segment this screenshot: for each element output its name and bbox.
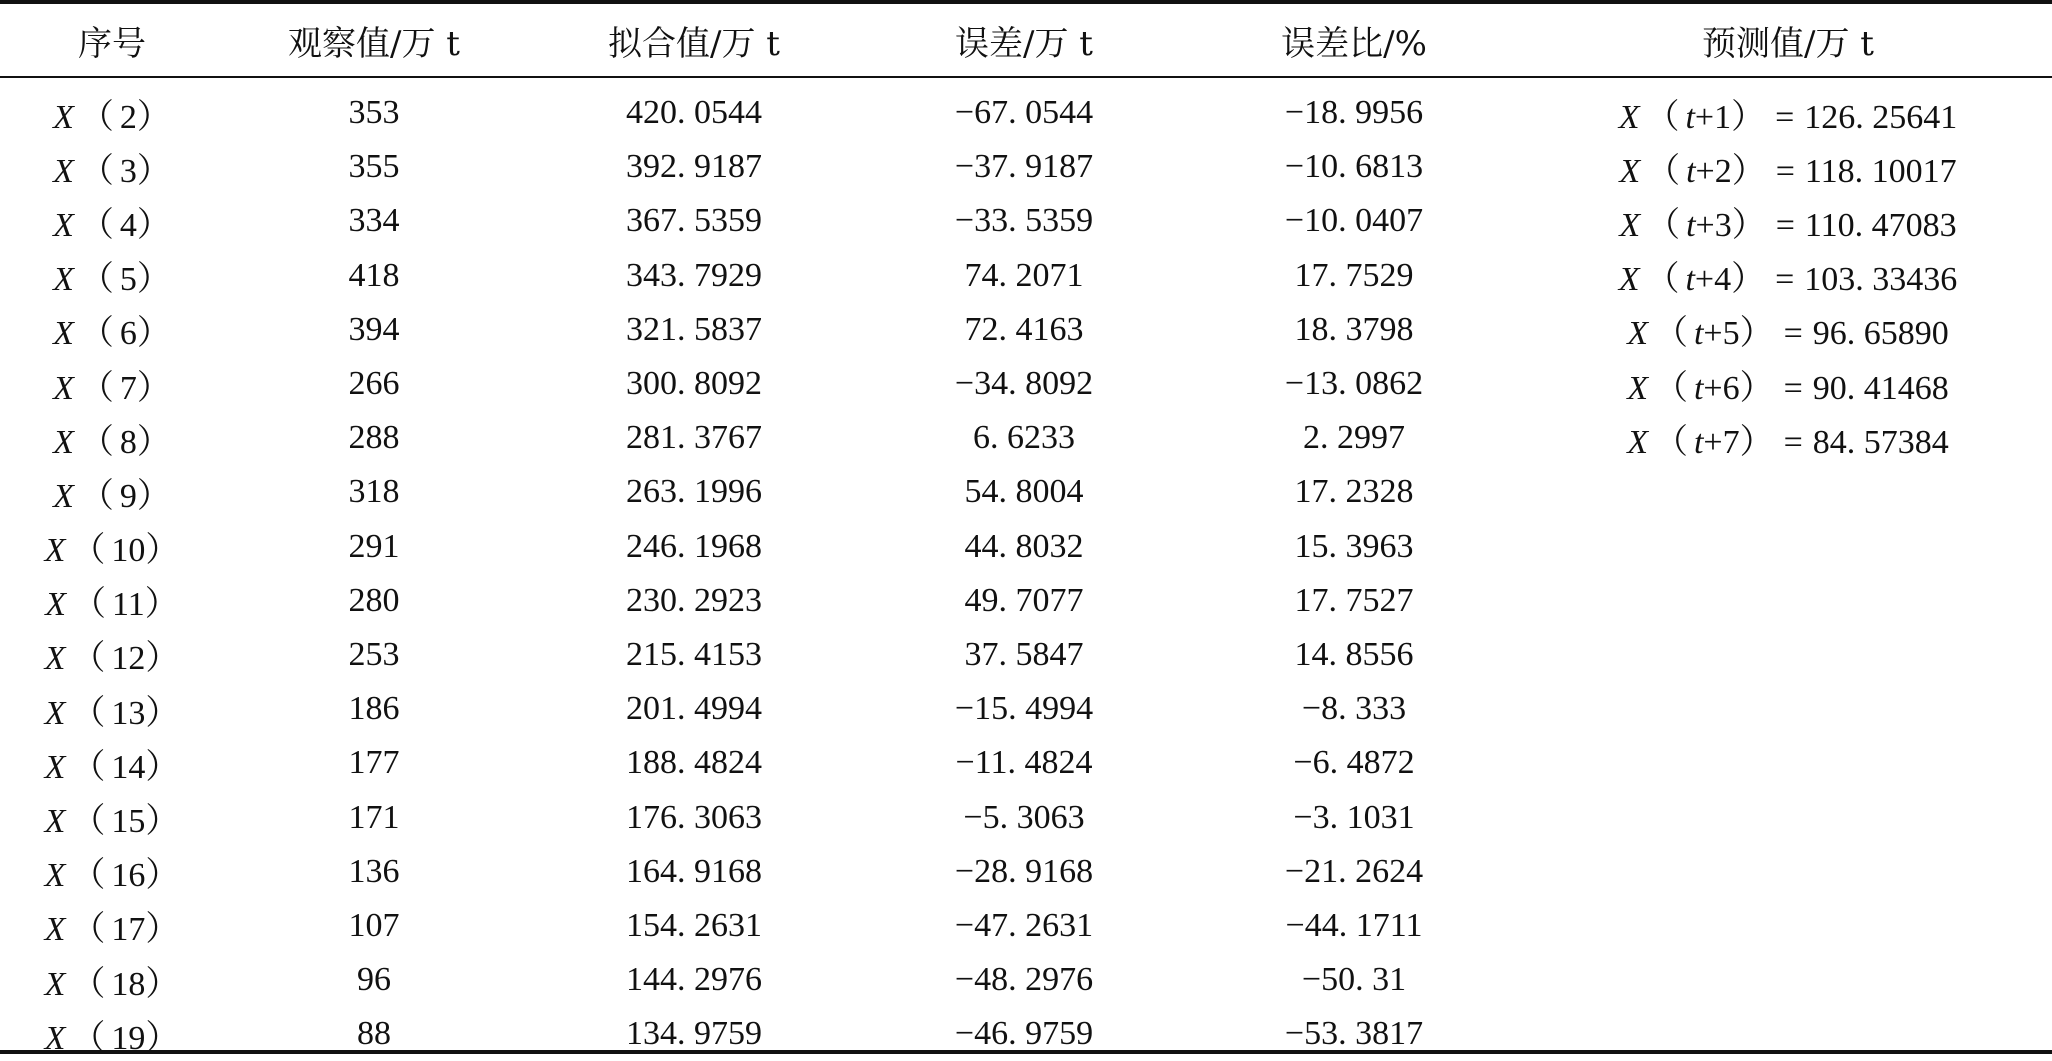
cell-index: [0, 411, 224, 465]
cell-prediction: [1524, 357, 2052, 411]
cell-fitted: 154. 2631: [626, 906, 762, 944]
cell-fitted: 367. 5359: [626, 202, 762, 240]
index-number: 15: [111, 803, 146, 841]
index-number: 13: [111, 694, 146, 732]
cell-fitted: 201. 4994: [626, 690, 762, 728]
index-open-paren: （: [79, 261, 114, 299]
cell-fitted: 134. 9759: [626, 1015, 762, 1053]
index-var: X: [45, 586, 67, 624]
cell-observed: 355: [348, 148, 400, 186]
pred-open-paren: （: [1653, 423, 1688, 461]
index-var: X: [53, 369, 74, 407]
index-close-paren: ）: [145, 748, 180, 786]
cell-error: 74. 2071: [964, 256, 1084, 294]
pred-close-paren: ）: [1739, 369, 1774, 407]
pred-equals: =: [1783, 369, 1803, 407]
cell-index: [0, 899, 224, 953]
pred-value: 118. 10017: [1804, 152, 1957, 190]
index-close-paren: ）: [136, 152, 171, 190]
index-number: 4: [119, 206, 137, 244]
index-open-paren: （: [71, 965, 106, 1003]
pred-time-var: t: [1686, 152, 1696, 190]
cell-observed: 288: [348, 419, 400, 457]
pred-close-paren: ）: [1739, 315, 1774, 353]
index-var: X: [53, 477, 74, 515]
pred-open-paren: （: [1653, 369, 1688, 407]
index-open-paren: （: [71, 1019, 106, 1057]
index-close-paren: ）: [145, 532, 180, 570]
cell-index: [0, 845, 224, 899]
cell-observed: 353: [348, 94, 400, 132]
cell-prediction: [1524, 194, 2052, 248]
cell-observed: 291: [348, 527, 400, 565]
pred-step: +7: [1703, 423, 1740, 461]
index-close-paren: ）: [145, 911, 180, 949]
index-var: X: [44, 532, 66, 570]
index-number: 9: [119, 477, 137, 515]
cell-prediction: [1524, 845, 2052, 899]
cell-error-ratio: −10. 0407: [1284, 202, 1424, 240]
index-open-paren: （: [71, 911, 106, 949]
pred-var: X: [1619, 206, 1641, 244]
cell-error-ratio: 17. 2328: [1294, 473, 1414, 511]
cell-error-ratio: −53. 3817: [1284, 1015, 1424, 1053]
pred-var: X: [1619, 152, 1641, 190]
cell-prediction: [1524, 411, 2052, 465]
index-var: X: [53, 206, 74, 244]
cell-index: [0, 736, 224, 790]
cell-fitted: 188. 4824: [626, 744, 762, 782]
pred-value: 90. 41468: [1812, 369, 1949, 407]
index-open-paren: （: [79, 369, 114, 407]
index-open-paren: （: [79, 206, 114, 244]
index-number: 12: [111, 640, 146, 678]
cell-error-ratio: 17. 7527: [1294, 581, 1414, 619]
pred-value: 84. 57384: [1812, 423, 1949, 461]
cell-observed: 88: [357, 1015, 391, 1053]
cell-fitted: 215. 4153: [626, 635, 762, 673]
cell-fitted: 300. 8092: [626, 365, 762, 403]
cell-observed: 418: [348, 256, 400, 294]
pred-close-paren: ）: [1731, 152, 1766, 190]
index-var: X: [53, 261, 74, 299]
index-open-paren: （: [79, 152, 114, 190]
cell-error-ratio: 15. 3963: [1294, 527, 1414, 565]
index-number: 11: [112, 586, 145, 624]
index-number: 10: [111, 532, 146, 570]
index-open-paren: （: [71, 857, 106, 895]
cell-index: [0, 628, 224, 682]
cell-error: −67. 0544: [954, 94, 1094, 132]
pred-var: X: [1627, 423, 1648, 461]
cell-error-ratio: 18. 3798: [1294, 310, 1414, 348]
pred-step: +1: [1694, 98, 1732, 136]
cell-error-ratio: −8. 333: [1301, 690, 1407, 728]
pred-time-var: t: [1685, 98, 1695, 136]
pred-step: +3: [1695, 206, 1732, 244]
pred-equals: =: [1775, 206, 1795, 244]
cell-error: −34. 8092: [954, 365, 1094, 403]
cell-error: −47. 2631: [954, 906, 1094, 944]
pred-time-var: t: [1693, 369, 1704, 407]
index-number: 6: [119, 315, 137, 353]
table-row: [0, 303, 2052, 357]
header-index: 序号: [78, 23, 146, 64]
index-open-paren: （: [71, 532, 106, 570]
cell-prediction: [1524, 574, 2052, 628]
header-fitted: 拟合值/万 t: [608, 23, 780, 64]
index-var: X: [44, 965, 66, 1003]
cell-error-ratio: 2. 2997: [1303, 419, 1405, 457]
pred-time-var: t: [1693, 423, 1704, 461]
cell-observed: 318: [348, 473, 400, 511]
index-close-paren: ）: [145, 803, 180, 841]
cell-index: [0, 1007, 224, 1061]
index-var: X: [44, 748, 66, 786]
table-row: [0, 194, 2052, 248]
index-close-paren: ）: [145, 1019, 180, 1057]
index-open-paren: （: [79, 423, 114, 461]
index-open-paren: （: [72, 586, 107, 624]
cell-error: 44. 8032: [964, 527, 1084, 565]
table-row: [0, 520, 2052, 574]
table-row: [0, 465, 2052, 519]
cell-fitted: 321. 5837: [626, 310, 762, 348]
cell-observed: 171: [348, 798, 400, 836]
table-row: [0, 628, 2052, 682]
cell-error: 72. 4163: [964, 310, 1084, 348]
cell-error: −46. 9759: [954, 1015, 1094, 1053]
cell-error-ratio: −21. 2624: [1284, 852, 1424, 890]
pred-close-paren: ）: [1739, 423, 1774, 461]
cell-prediction: [1524, 628, 2052, 682]
cell-error: −15. 4994: [954, 690, 1094, 728]
cell-error: −37. 9187: [954, 148, 1094, 186]
cell-index: [0, 790, 224, 844]
pred-var: X: [1618, 261, 1640, 299]
cell-error: −11. 4824: [955, 744, 1093, 782]
cell-index: [0, 465, 224, 519]
cell-fitted: 246. 1968: [626, 527, 762, 565]
cell-error-ratio: −50. 31: [1301, 961, 1407, 999]
pred-equals: =: [1783, 423, 1803, 461]
index-close-paren: ）: [136, 369, 171, 407]
index-number: 17: [111, 911, 146, 949]
cell-index: [0, 303, 224, 357]
index-close-paren: ）: [136, 423, 171, 461]
cell-error: 49. 7077: [964, 581, 1084, 619]
cell-prediction: [1524, 520, 2052, 574]
index-var: X: [53, 152, 74, 190]
index-var: X: [53, 315, 74, 353]
cell-fitted: 230. 2923: [626, 581, 762, 619]
index-number: 14: [111, 748, 146, 786]
pred-time-var: t: [1693, 315, 1704, 353]
cell-error-ratio: 14. 8556: [1294, 635, 1414, 673]
pred-equals: =: [1775, 152, 1795, 190]
cell-fitted: 144. 2976: [626, 961, 762, 999]
cell-prediction: [1524, 140, 2052, 194]
index-var: X: [44, 911, 66, 949]
pred-value: 126. 25641: [1804, 98, 1958, 136]
cell-fitted: 343. 7929: [626, 256, 762, 294]
cell-observed: 136: [348, 852, 400, 890]
index-var: X: [44, 803, 66, 841]
cell-index: [0, 140, 224, 194]
cell-error-ratio: −10. 6813: [1284, 148, 1424, 186]
index-close-paren: ）: [145, 965, 180, 1003]
cell-index: [0, 194, 224, 248]
pred-var: X: [1618, 98, 1640, 136]
index-var: X: [44, 640, 66, 678]
index-number: 3: [119, 152, 137, 190]
index-close-paren: ）: [144, 586, 179, 624]
cell-observed: 334: [348, 202, 400, 240]
cell-observed: 394: [348, 310, 400, 348]
cell-error-ratio: −44. 1711: [1285, 906, 1423, 944]
index-number: 18: [111, 965, 146, 1003]
index-close-paren: ）: [136, 98, 171, 136]
pred-step: +5: [1703, 315, 1740, 353]
index-number: 8: [119, 423, 137, 461]
pred-open-paren: （: [1645, 98, 1680, 136]
cell-observed: 266: [348, 365, 400, 403]
pred-step: +2: [1695, 152, 1732, 190]
index-number: 5: [119, 261, 137, 299]
cell-observed: 177: [348, 744, 400, 782]
cell-observed: 96: [357, 961, 391, 999]
pred-time-var: t: [1686, 206, 1696, 244]
cell-observed: 280: [348, 581, 400, 619]
pred-time-var: t: [1685, 261, 1695, 299]
cell-fitted: 164. 9168: [626, 852, 762, 890]
table-row: [0, 574, 2052, 628]
cell-error: −48. 2976: [954, 961, 1094, 999]
cell-prediction: [1524, 736, 2052, 790]
index-open-paren: （: [71, 803, 106, 841]
index-number: 2: [119, 98, 137, 136]
index-open-paren: （: [71, 748, 106, 786]
cell-prediction: [1524, 790, 2052, 844]
cell-index: [0, 682, 224, 736]
pred-step: +4: [1694, 261, 1732, 299]
table-row: [0, 357, 2052, 411]
cell-index: [0, 86, 224, 140]
table-row: [0, 140, 2052, 194]
header-error-ratio: 误差比/%: [1281, 23, 1427, 64]
cell-error-ratio: −13. 0862: [1284, 365, 1424, 403]
table-row: [0, 736, 2052, 790]
index-close-paren: ）: [145, 857, 180, 895]
cell-error-ratio: −18. 9956: [1284, 94, 1424, 132]
cell-prediction: [1524, 682, 2052, 736]
table-row: [0, 86, 2052, 140]
header-observed: 观察值/万 t: [288, 23, 460, 64]
table-row: [0, 682, 2052, 736]
index-var: X: [44, 694, 66, 732]
index-open-paren: （: [79, 477, 114, 515]
table-row: [0, 899, 2052, 953]
cell-observed: 253: [348, 635, 400, 673]
cell-error-ratio: −6. 4872: [1293, 744, 1415, 782]
pred-var: X: [1627, 315, 1648, 353]
cell-index: [0, 249, 224, 303]
cell-error: −33. 5359: [954, 202, 1094, 240]
cell-fitted: 263. 1996: [626, 473, 762, 511]
index-open-paren: （: [79, 98, 114, 136]
pred-equals: =: [1775, 98, 1795, 136]
pred-equals: =: [1775, 261, 1795, 299]
cell-index: [0, 520, 224, 574]
cell-fitted: 420. 0544: [626, 94, 762, 132]
cell-prediction: [1524, 86, 2052, 140]
pred-equals: =: [1783, 315, 1803, 353]
index-open-paren: （: [71, 640, 106, 678]
pred-close-paren: ）: [1731, 98, 1766, 136]
pred-open-paren: （: [1646, 206, 1681, 244]
cell-error-ratio: 17. 7529: [1294, 256, 1414, 294]
table-row: [0, 953, 2052, 1007]
pred-close-paren: ）: [1731, 261, 1766, 299]
cell-fitted: 281. 3767: [626, 419, 762, 457]
cell-prediction: [1524, 899, 2052, 953]
pred-close-paren: ）: [1731, 206, 1766, 244]
index-close-paren: ）: [145, 640, 180, 678]
index-var: X: [53, 98, 74, 136]
cell-error-ratio: −3. 1031: [1293, 798, 1415, 836]
cell-observed: 107: [348, 906, 400, 944]
header-row: [0, 4, 2052, 76]
index-var: X: [44, 1019, 66, 1057]
cell-index: [0, 357, 224, 411]
cell-prediction: [1524, 465, 2052, 519]
cell-error: 54. 8004: [964, 473, 1084, 511]
cell-error: 37. 5847: [964, 635, 1084, 673]
cell-observed: 186: [348, 690, 400, 728]
index-open-paren: （: [79, 315, 114, 353]
index-close-paren: ）: [136, 206, 171, 244]
cell-index: [0, 574, 224, 628]
table-row: [0, 1007, 2052, 1061]
table-row: [0, 790, 2052, 844]
cell-index: [0, 953, 224, 1007]
index-close-paren: ）: [136, 477, 171, 515]
cell-fitted: 392. 9187: [626, 148, 762, 186]
header-prediction: 预测值/万 t: [1702, 23, 1874, 64]
index-close-paren: ）: [136, 315, 171, 353]
pred-open-paren: （: [1645, 261, 1680, 299]
cell-prediction: [1524, 953, 2052, 1007]
cell-error: −28. 9168: [954, 852, 1094, 890]
pred-value: 103. 33436: [1804, 261, 1958, 299]
pred-value: 110. 47083: [1804, 206, 1957, 244]
data-table: [0, 4, 2052, 1061]
table-row: [0, 845, 2052, 899]
index-close-paren: ）: [136, 261, 171, 299]
index-number: 16: [111, 857, 146, 895]
index-close-paren: ）: [145, 694, 180, 732]
cell-error: 6. 6233: [973, 419, 1075, 457]
pred-var: X: [1627, 369, 1648, 407]
table-row: [0, 249, 2052, 303]
cell-error: −5. 3063: [963, 798, 1085, 836]
index-var: X: [53, 423, 74, 461]
index-var: X: [44, 857, 66, 895]
cell-prediction: [1524, 249, 2052, 303]
index-number: 19: [111, 1019, 146, 1057]
header-error: 误差/万 t: [955, 23, 1093, 64]
index-open-paren: （: [71, 694, 106, 732]
pred-open-paren: （: [1653, 315, 1688, 353]
table-row: [0, 411, 2052, 465]
index-number: 7: [119, 369, 137, 407]
cell-prediction: [1524, 303, 2052, 357]
pred-step: +6: [1703, 369, 1740, 407]
cell-fitted: 176. 3063: [626, 798, 762, 836]
cell-prediction: [1524, 1007, 2052, 1061]
table-body: [0, 76, 2052, 1061]
pred-value: 96. 65890: [1812, 315, 1949, 353]
pred-open-paren: （: [1646, 152, 1681, 190]
